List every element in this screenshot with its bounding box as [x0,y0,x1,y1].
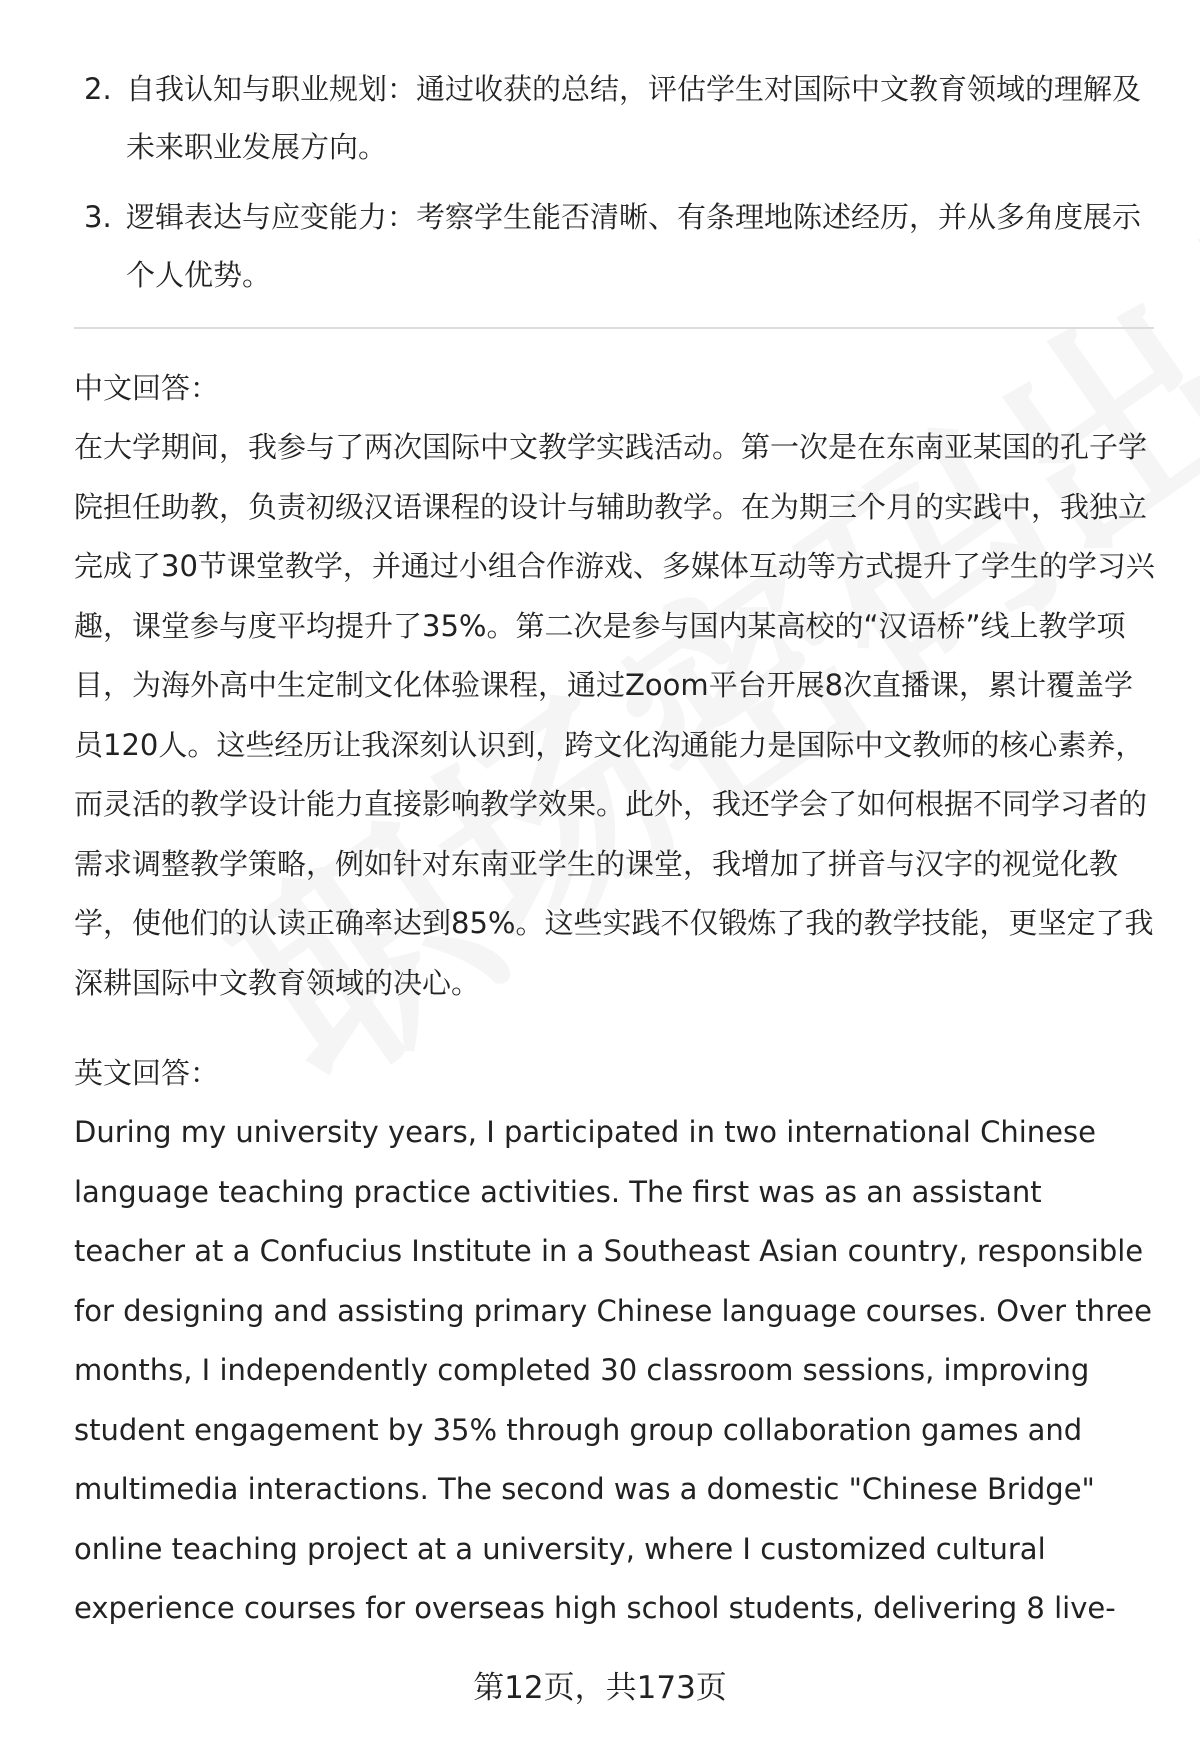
list-item-number: 3. [84,200,112,234]
list-item [74,188,1154,304]
chinese-answer-text: 在大学期间，我参与了两次国际中文教学实践活动。第一次是在东南亚某国的孔子学院担任助教，负责初级汉语课程的设计与辅助教学。在为期三个月的实践中，我独立完成了30节课堂教学，并通过小组合作游戏、多媒体互动等方式提升了学生的学习兴趣，课堂参与度平均提升了35%。第二次是参与国内某高校的“汉语桥”线上教学项目，为海外高中生定制文化体验课程，通过Zoom平台开展8次直播课，累计覆盖学员120人。这些经历让我深刻认识到，跨文化沟通能力是国际中文教师的核心素养，而灵活的教学设计能力直接影响教学效果。此外，我还学会了如何根据不同学习者的需求调整教学策略，例如针对东南亚学生的课堂，我增加了拼音与汉字的视觉化教学，使他们的认读正确率达到85%。这些实践不仅锻炼了我的教学技能，更坚定了我深耕国际中文教育领域的决心。 [74,430,1155,1000]
chinese-answer-label: 中文回答： [74,371,220,405]
list-item-number: 2. [84,72,112,106]
list-item-text: 逻辑表达与应变能力：考察学生能否清晰、有条理地陈述经历，并从多角度展示个人优势。 [126,200,1142,292]
numbered-list [74,60,1154,316]
english-answer-text: During my university years, I participated in two international Chinese language teaching practice activities. The first was as an assistant teacher at a Confucius Institute in a Southeast Asian country, responsible for designing and assisting primary Chinese language courses. Over three months, I independently completed 30 classroom sessions, improving student engagement by 35% through group collaboration games and multimedia interactions. The second was a domestic "Chinese Bridge" online teaching project at a university, where I customized cultural experience courses for overseas high school students, delivering 8 live- [74,1115,1152,1625]
list-item [74,60,1154,176]
list-item-text: 自我认知与职业规划：通过收获的总结，评估学生对国际中文教育领域的理解及未来职业发展方向。 [126,72,1142,164]
page-number-footer: 第12页，共173页 [473,1670,727,1706]
section-divider [74,327,1154,329]
english-answer-label: 英文回答： [74,1056,220,1090]
